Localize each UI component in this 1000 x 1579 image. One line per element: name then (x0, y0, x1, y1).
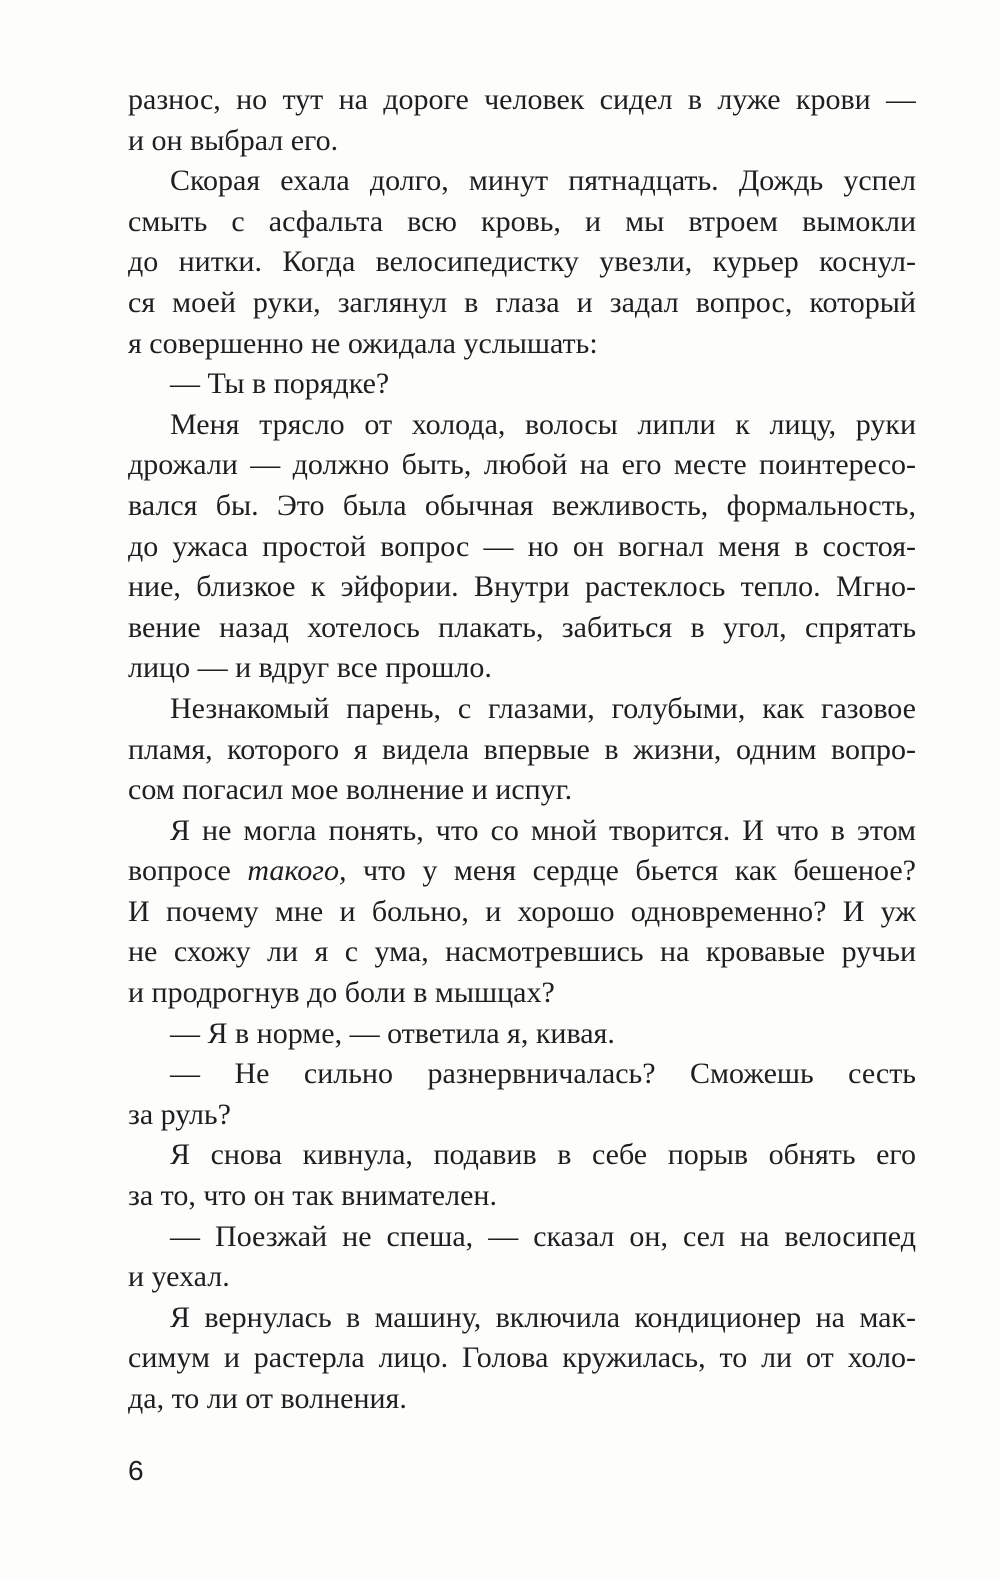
text-line: вение назад хотелось плакать, забиться в угол, спрятать (128, 610, 916, 644)
text-line: Скорая ехала долго, минут пятнадцать. Дождь успел (170, 164, 916, 198)
text-line: до ужаса простой вопрос — но он вогнал меня в состоя- (128, 529, 916, 563)
text-line: И почему мне и больно, и хорошо одновременно? И уж (128, 894, 916, 928)
text-line: — Поезжай не спеша, — сказал он, сел на велосипед (170, 1219, 916, 1253)
text-line: Я снова кивнула, подавив в себе порыв обнять его (170, 1138, 916, 1172)
text-line: Меня трясло от холода, волосы липли к лицу, руки (170, 407, 916, 441)
text-line: ние, близкое к эйфории. Внутри растеклось тепло. Мгно- (128, 570, 916, 604)
text-line: Незнакомый парень, с глазами, голубыми, как газовое (170, 691, 916, 725)
text-line: за то, что он так внимателен. (128, 1179, 497, 1213)
emphasized-word: такого, (247, 854, 347, 888)
text-segment: что у меня сердце бьется как бешеное? (346, 854, 916, 888)
body-text (128, 80, 916, 1420)
text-line: да, то ли от волнения. (128, 1382, 407, 1415)
text-line: пламя, которого я видела впервые в жизни, одним вопро- (128, 732, 916, 766)
text-line: — Ты в порядке? (170, 367, 390, 401)
text-segment: вопросе (128, 854, 248, 888)
text-line: смыть с асфальта всю кровь, и мы втроем вымокли (128, 204, 916, 238)
page-number: 6 (128, 1455, 144, 1486)
text-line: — Не сильно разнервничалась? Сможешь сесть (170, 1057, 916, 1091)
text-line (128, 851, 916, 892)
text-line: симум и растерла лицо. Голова кружилась, то ли от холо- (128, 1341, 916, 1375)
text-line: вался бы. Это была обычная вежливость, формальность, (128, 488, 916, 522)
text-line: я совершенно не ожидала услышать: (128, 326, 598, 360)
text-line: сом погасил мое волнение и испуг. (128, 773, 573, 807)
text-line: лицо — и вдруг все прошло. (128, 651, 492, 685)
text-line: не схожу ли я с ума, насмотревшись на кровавые ручьи (128, 935, 916, 969)
text-line: — Я в норме, — ответила я, кивая. (170, 1016, 615, 1050)
text-line: ся моей руки, заглянул в глаза и задал вопрос, который (128, 285, 916, 319)
text-line: и продрогнув до боли в мышцах? (128, 976, 555, 1010)
text-line: дрожали — должно быть, любой на его месте поинтересо- (128, 448, 916, 482)
text-line: разнос, но тут на дороге человек сидел в луже крови — (128, 83, 916, 116)
text-line: и уехал. (128, 1260, 230, 1294)
text-line: за руль? (128, 1097, 231, 1131)
text-line: Я вернулась в машину, включила кондиционер на мак- (170, 1300, 916, 1334)
text-line: до нитки. Когда велосипедистку увезли, курьер коснул- (128, 245, 916, 279)
text-line: Я не могла понять, что со мной творится. И что в этом (170, 813, 916, 847)
text-line: и он выбрал его. (128, 123, 339, 157)
